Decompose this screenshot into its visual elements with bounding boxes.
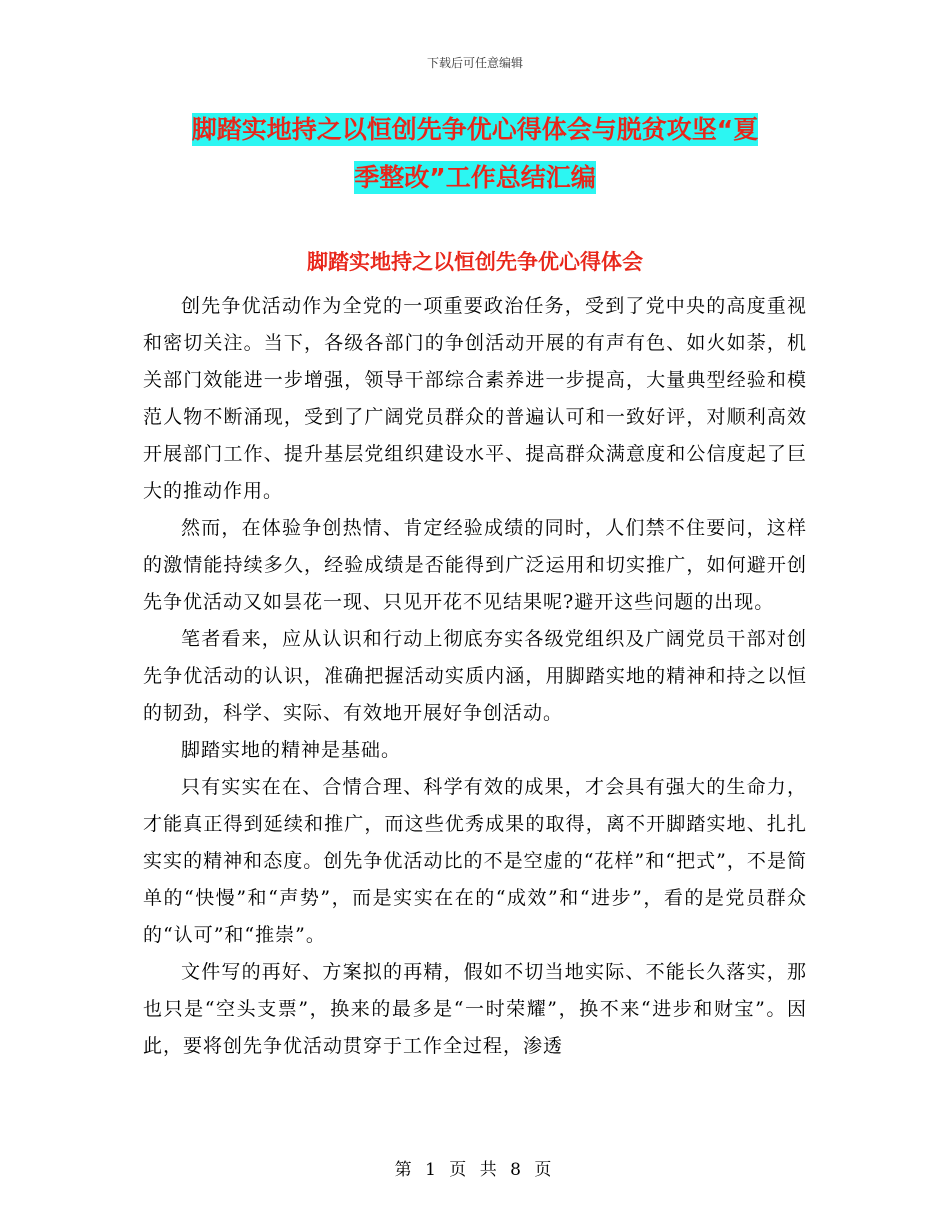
document-title xyxy=(140,106,810,202)
paragraph: 只有实实在在、合情合理、科学有效的成果，才会具有强大的生命力，才能真正得到延续和推广，而这些优秀成果的取得，离不开脚踏实地、扎扎实实的精神和态度。创先争优活动比的不是空虚的“花样”和“把式”，不是简单的“快慢”和“声势”，而是实实在在的“成效”和“进步”，看的是党员群众的“认可”和“推崇”。 xyxy=(143,776,807,946)
paragraph: 创先争优活动作为全党的一项重要政治任务，受到了党中央的高度重视和密切关注。当下，各级各部门的争创活动开展的有声有色、如火如荼，机关部门效能进一步增强，领导干部综合素养进一步提高，大量典型经验和模范人物不断涌现，受到了广阔党员群众的普遍认可和一致好评，对顺利高效开展部门工作、提升基层党组织建设水平、提高群众满意度和公信度起了巨大的推动作用。 xyxy=(143,295,807,502)
document-title-line-2: 季整改”工作总结汇编 xyxy=(354,163,596,192)
page-number-footer: 第 1 页 共 8 页 xyxy=(394,1160,556,1180)
body-text xyxy=(143,288,807,1065)
paragraph: 文件写的再好、方案拟的再精，假如不切当地实际、不能长久落实，那也只是“空头支票”，换来的最多是“一时荣耀”，换不来“进步和财宝”。因此，要将创先争优活动贯穿于工作全过程，渗透 xyxy=(143,961,807,1057)
paragraph: 脚踏实地的精神是基础。 xyxy=(181,739,402,761)
paragraph: 然而，在体验争创热情、肯定经验成绩的同时，人们禁不住要问，这样的激情能持续多久，经验成绩是否能得到广泛运用和切实推广，如何避开创先争优活动又如昙花一现、只见开花不见结果呢?避开这些问题的出现。 xyxy=(143,517,807,613)
section-title: 脚踏实地持之以恒创先争优心得体会 xyxy=(307,250,643,274)
document-title-line-1: 脚踏实地持之以恒创先争优心得体会与脱贫攻坚“夏 xyxy=(191,115,759,144)
paragraph: 笔者看来，应从认识和行动上彻底夯实各级党组织及广阔党员干部对创先争优活动的认识，准确把握活动实质内涵，用脚踏实地的精神和持之以恒的韧劲，科学、实际、有效地开展好争创活动。 xyxy=(143,628,807,724)
header-note: 下载后可任意编辑 xyxy=(426,56,523,70)
